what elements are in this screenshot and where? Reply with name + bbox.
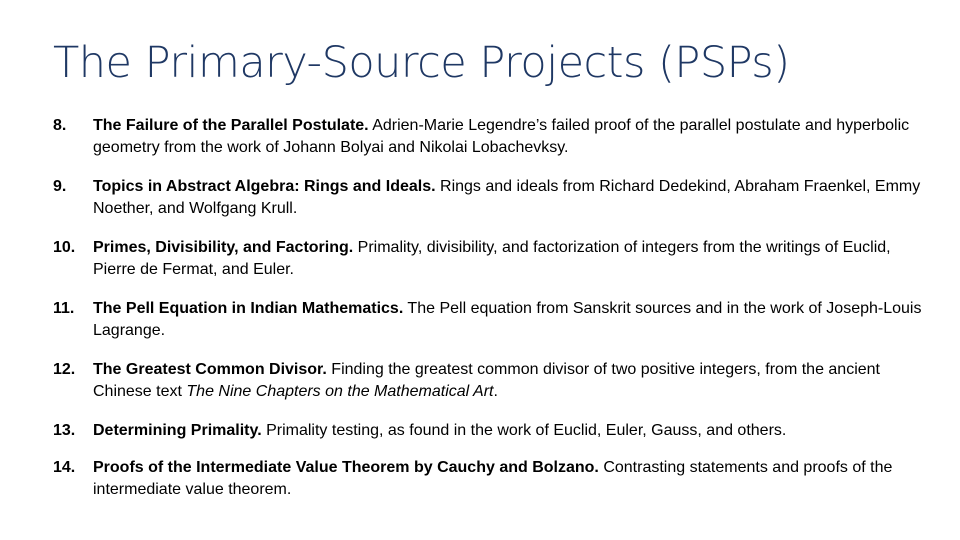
item-description: Primality, divisibility, and factorization of integers from the writings of Euclid, Pierre de Fermat, and Euler. bbox=[93, 239, 891, 278]
list-item-8 bbox=[53, 115, 933, 159]
list-item-12 bbox=[53, 359, 933, 403]
item-text bbox=[93, 298, 933, 342]
item-description: Adrien-Marie Legendre’s failed proof of the parallel postulate and hyperbolic geometry from the work of Johann Bolyai and Nikolai Lobachevksy. bbox=[93, 117, 910, 156]
item-text bbox=[93, 420, 933, 442]
item-text bbox=[93, 176, 933, 220]
item-heading: Determining Primality. bbox=[93, 422, 262, 439]
item-number: 12. bbox=[53, 361, 76, 378]
item-heading: The Greatest Common Divisor. bbox=[93, 361, 327, 378]
item-trailing-punctuation: . bbox=[493, 383, 498, 400]
item-heading: Topics in Abstract Algebra: Rings and Ideals. bbox=[93, 178, 436, 195]
book-title: The Nine Chapters on the Mathematical Art bbox=[186, 383, 494, 400]
item-heading: Proofs of the Intermediate Value Theorem by Cauchy and Bolzano. bbox=[93, 459, 599, 476]
slide-title: The Primary-Source Projects (PSPs) bbox=[53, 38, 790, 88]
item-description: Rings and ideals from Richard Dedekind, Abraham Fraenkel, Emmy Noether, and Wolfgang Krull. bbox=[93, 178, 921, 217]
item-description: Contrasting statements and proofs of the intermediate value theorem. bbox=[93, 459, 893, 498]
item-number: 14. bbox=[53, 459, 76, 476]
item-number: 13. bbox=[53, 422, 76, 439]
list-item-10 bbox=[53, 237, 933, 281]
item-description: Primality testing, as found in the work of Euclid, Euler, Gauss, and others. bbox=[261, 422, 787, 439]
item-text bbox=[93, 359, 933, 403]
item-description: Finding the greatest common divisor of two positive integers, from the ancient Chinese text bbox=[93, 361, 880, 400]
list-item-13 bbox=[53, 420, 933, 442]
item-description: The Pell equation from Sanskrit sources and in the work of Joseph-Louis Lagrange. bbox=[93, 300, 922, 339]
list-item-9 bbox=[53, 176, 933, 220]
item-number: 11. bbox=[53, 300, 75, 317]
item-number: 8. bbox=[53, 117, 67, 134]
item-text bbox=[93, 457, 933, 501]
item-heading: The Pell Equation in Indian Mathematics. bbox=[93, 300, 404, 317]
list-item-14 bbox=[53, 457, 933, 501]
item-number: 9. bbox=[53, 178, 67, 195]
item-heading: The Failure of the Parallel Postulate. bbox=[93, 117, 369, 134]
item-text bbox=[93, 237, 933, 281]
item-text bbox=[93, 115, 933, 159]
item-number: 10. bbox=[53, 239, 76, 256]
list-item-11 bbox=[53, 298, 933, 342]
item-heading: Primes, Divisibility, and Factoring. bbox=[93, 239, 354, 256]
